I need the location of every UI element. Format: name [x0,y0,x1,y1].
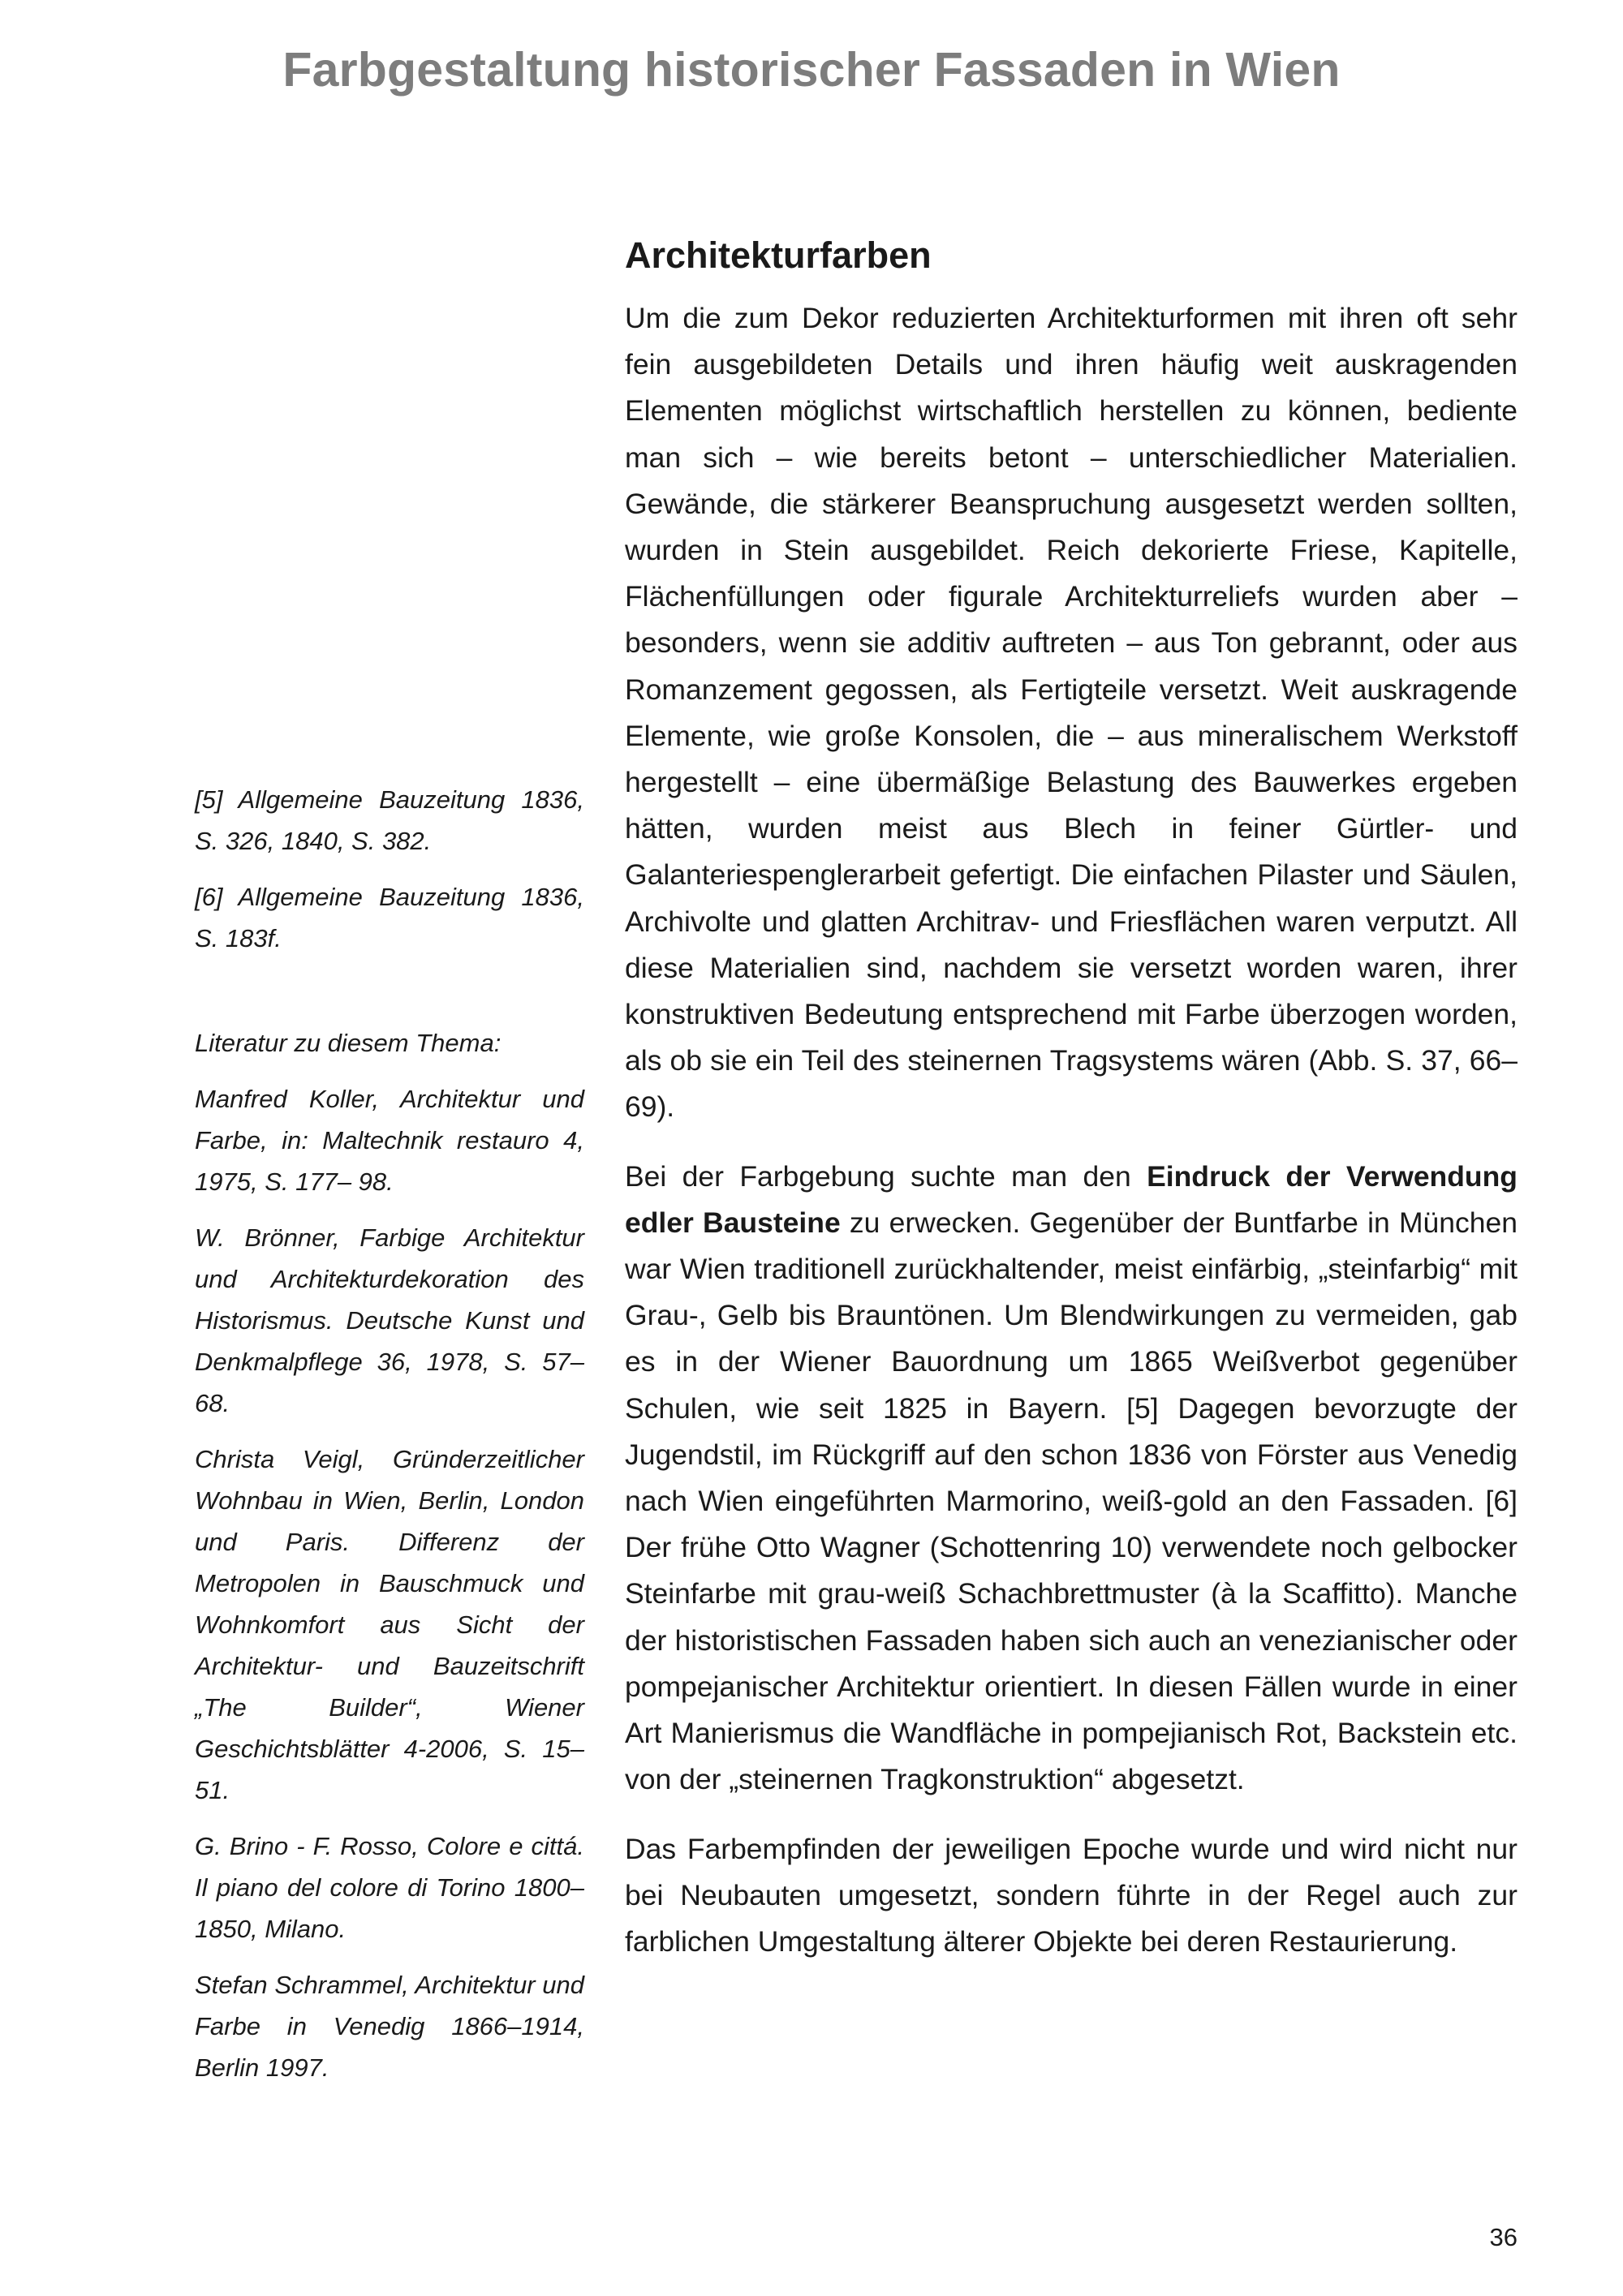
paragraph-2-lead: Bei der Farbgebung suchte man den [625,1159,1147,1193]
sidebar-notes [195,779,584,2103]
literature-list [195,1078,584,2088]
section-heading: Architekturfarben [625,234,932,276]
literature-heading: Literatur zu diesem Thema: [195,1029,502,1057]
literature-item: Stefan Schrammel, Architektur und Farbe in Venedig 1866–1914, Berlin 1997. [195,1971,584,2082]
body-paragraph-1: Um die zum Dekor reduzierten Architekturformen mit ihren oft sehr fein ausgebildeten Details und ihren häufig weit auskragenden Elementen möglichst wirtschaftlich herstellen zu können, bediente man sich – wie bereits betont – unterschiedlicher Materialien. Gewände, die stärkerer Beanspruchung ausgesetzt werden sollten, wurden in Stein ausgebildet. Reich dekorierte Friese, Kapitelle, Flächenfüllungen oder figurale Architekturreliefs wurden aber – besonders, wenn sie additiv auftreten – aus Ton gebrannt, oder aus Romanzement gegossen, als Fertigteile versetzt. Weit auskragende Elemente, wie große Konsolen, die – aus mineralischem Werkstoff hergestellt – eine übermäßige Belastung des Bauwerkes ergeben hätten, wurden meist aus Blech in feiner Gürtler- und Galanteriespenglerarbeit gefertigt. Die einfachen Pilaster und Säulen, Archivolte und glatten Architrav- und Friesflächen waren verputzt. All diese Materialien sind, nachdem sie versetzt worden waren, ihrer konstruktiven Bedeutung entsprechend mit Farbe überzogen worden, als ob sie ein Teil des steinernen Tragsystems wären (Abb. S. 37, 66–69). [625,302,1518,1124]
footnote-6: [6] Allgemeine Bauzeitung 1836, S. 183f. [195,883,584,952]
paragraph-2-emphasis: Eindruck der Verwendung edler Bausteine [625,1159,1518,1239]
main-text-column [625,227,1518,1988]
page-number: 36 [1489,2223,1518,2251]
body-paragraph-3: Das Farbempfinden der jeweiligen Epoche wurde und wird nicht nur bei Neubauten umgesetzt, sondern führte in der Regel auch zur farblichen Umgestaltung älterer Objekte bei deren Restaurierung. [625,1832,1518,1958]
literature-item: Christa Veigl, Gründerzeitlicher Wohnbau in Wien, Berlin, London und Paris. Differenz der Metropolen in Bauschmuck und Wohnkomfort aus Sicht der Architektur- und Bauzeitschrift „The Builder“, Wiener Geschichtsblätter 4-2006, S. 15–51. [195,1445,584,1804]
literature-item: W. Brönner, Farbige Architektur und Architekturdekoration des Historismus. Deutsche Kunst und Denkmalpflege 36, 1978, S. 57–68. [195,1223,584,1417]
footnote-5: [5] Allgemeine Bauzeitung 1836, S. 326, 1840, S. 382. [195,785,584,855]
body-paragraph-2 [625,1154,1518,1804]
paragraph-2-rest: zu erwecken. Gegenüber der Buntfarbe in München war Wien traditionell zurückhaltender, meist einfärbig, „steinfarbig“ mit Grau-, Gelb bis Brauntönen. Um Blendwirkungen zu vermeiden, gab es in der Wiener Bauordnung um 1865 Weißverbot gegenüber Schulen, wie seit 1825 in Bayern. [5] Dagegen bevorzugte der Jugendstil, im Rückgriff auf den schon 1836 von Förster aus Venedig nach Wien eingeführten Marmorino, weiß-gold an den Fassaden. [6] Der frühe Otto Wagner (Schottenring 10) verwendete noch gelbocker Steinfarbe mit grau-weiß Schachbrettmuster (à la Scaffitto). Manche der historistischen Fassaden haben sich auch an venezianischer oder pompejanischer Architektur orientiert. In diesen Fällen wurde in einer Art Manierismus die Wandfläche in pompejianisch Rot, Backstein etc. von der „steinernen Tragkonstruktion“ abgesetzt. [625,1206,1518,1796]
running-title: Farbgestaltung historischer Fassaden in Wien [282,43,1341,97]
footnotes [195,779,584,959]
literature-item: G. Brino - F. Rosso, Colore e cittá. Il piano del colore di Torino 1800–1850, Milano. [195,1832,584,1943]
literature-item: Manfred Koller, Architektur und Farbe, in: Maltechnik restauro 4, 1975, S. 177– 98. [195,1085,584,1196]
